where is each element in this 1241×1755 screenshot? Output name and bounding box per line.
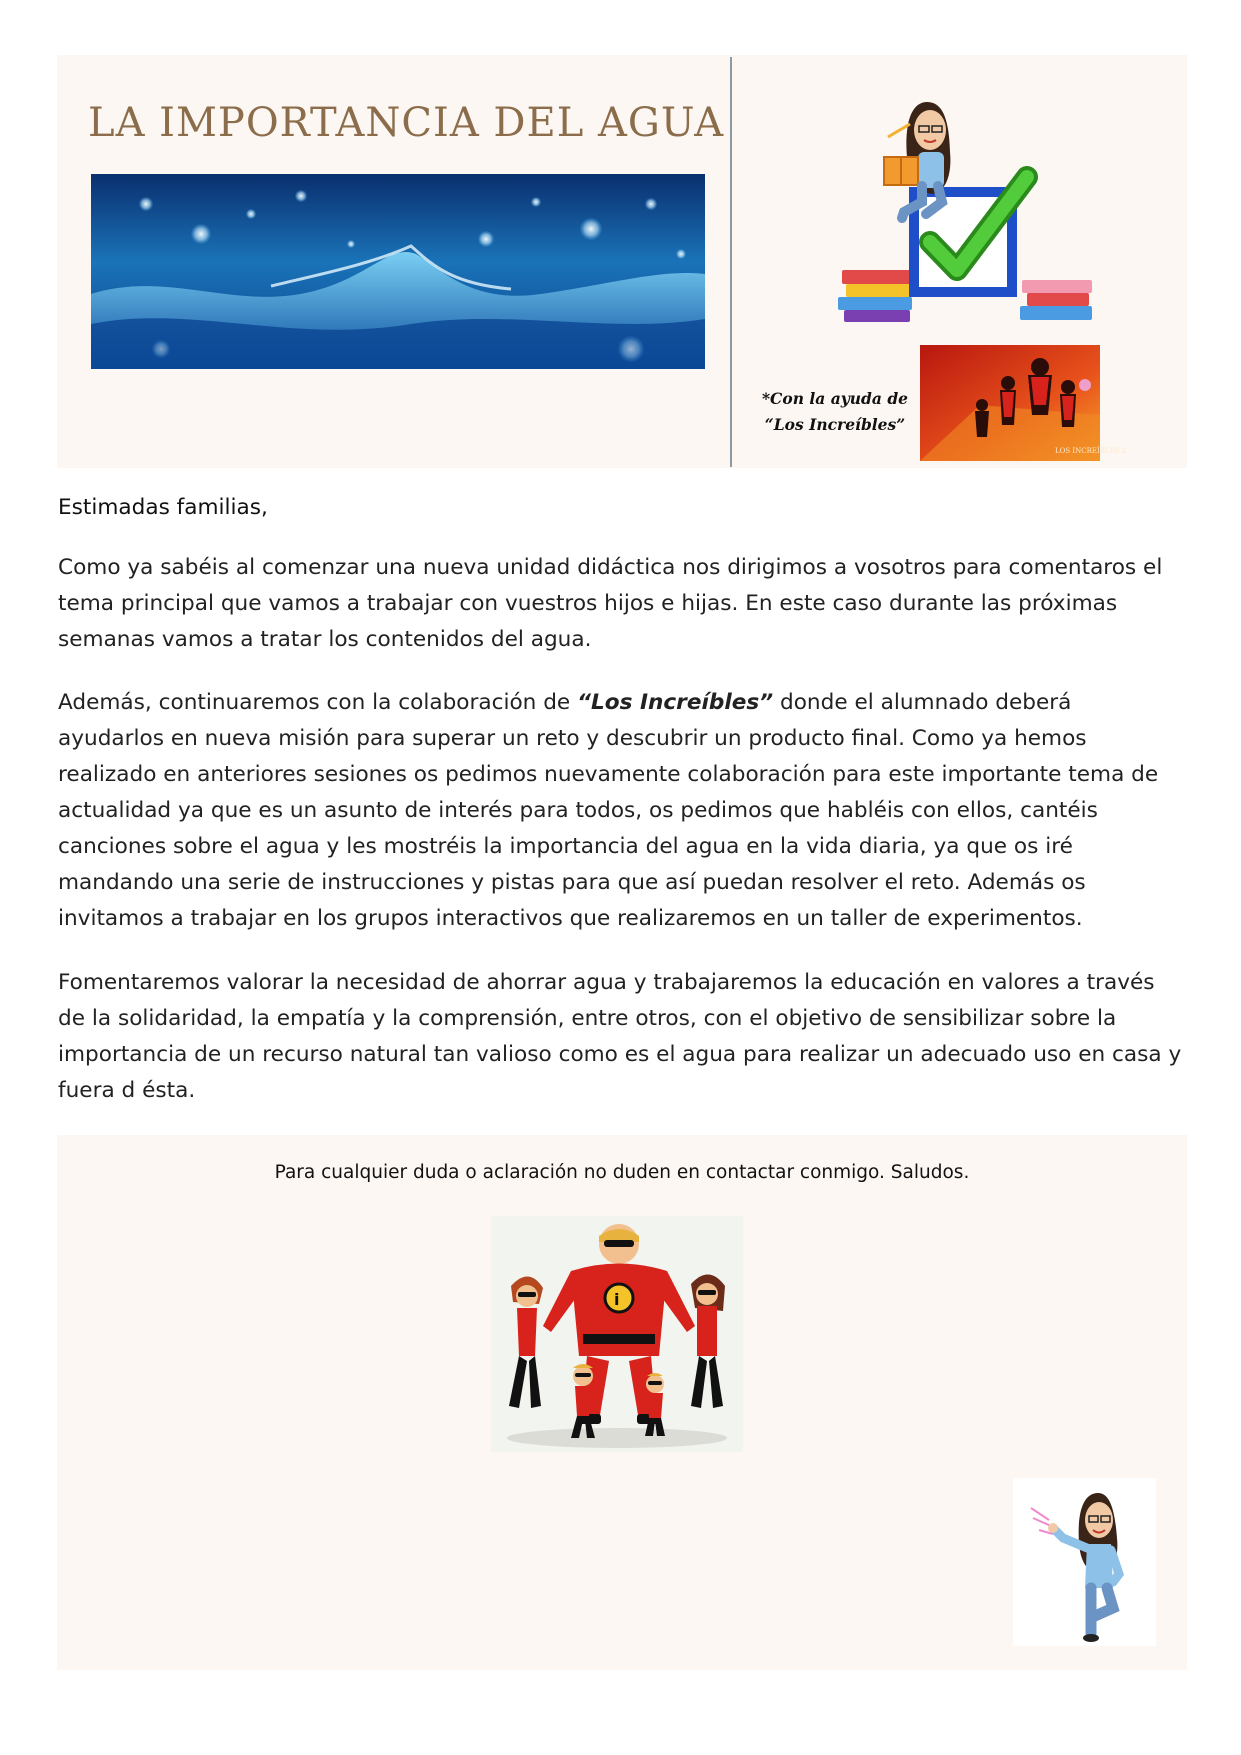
closing-note: Para cualquier duda o aclaración no duden en contactar conmigo. Saludos. xyxy=(274,1162,970,1183)
svg-text:i: i xyxy=(614,1290,620,1309)
paragraph-3: Fomentaremos valorar la necesidad de ahorrar agua y trabajaremos la educación en valores a través de la solidaridad, la empatía y la comprensión, entre otros, con el objetivo de sensibilizar sobre la importancia de un recurso natural tan valioso como es el agua para realizar un adecuado uso en casa y fuera d ésta. xyxy=(58,970,1182,1103)
credit-caption xyxy=(760,386,910,438)
poster-title-text: LOS INCREÍBLES 2 xyxy=(1055,447,1127,455)
credit-line-1: *Con la ayuda de xyxy=(761,389,909,408)
water-icon xyxy=(91,174,705,369)
paragraph-2 xyxy=(58,685,1183,937)
waving-teacher-avatar xyxy=(1013,1478,1156,1646)
teacher-checkmark-illustration xyxy=(822,82,1099,325)
incredibles-family-illustration xyxy=(491,1216,743,1452)
paragraph-2-start: Además, continuaremos con la colaboración de xyxy=(58,690,578,715)
paragraph-2-emphasis: “Los Increíbles” xyxy=(577,690,774,715)
book-icon xyxy=(838,270,912,322)
greeting: Estimadas familias, xyxy=(58,495,268,520)
page-title: LA IMPORTANCIA DEL AGUA xyxy=(88,100,725,146)
paragraph-1: Como ya sabéis al comenzar una nueva unidad didáctica nos dirigimos a vosotros para comentaros el tema principal que vamos a trabajar con vuestros hijos e hijas. En este caso durante las próximas semanas vamos a tratar los contenidos del agua. xyxy=(58,555,1163,652)
water-banner-image xyxy=(91,174,705,369)
incredibles-2-poster xyxy=(920,345,1127,461)
header-divider xyxy=(730,57,732,467)
credit-line-2: “Los Increíbles” xyxy=(764,415,906,434)
paragraph-2-end: donde el alumnado deberá ayudarlos en nueva misión para superar un reto y descubrir un producto final. Como ya hemos realizado en anteriores sesiones os pedimos nuevamente colaboración para este importante tema de actualidad ya que es un asunto de interés para todos, os pedimos que habléis con ellos, cantéis canciones sobre el agua y les mostréis la importancia del agua en la vida diaria, ya que os iré mandando una serie de instrucciones y pistas para que así puedan resolver el reto. Además os invitamos a trabajar en los grupos interactivos que realizaremos en un taller de experimentos. xyxy=(58,690,1159,931)
